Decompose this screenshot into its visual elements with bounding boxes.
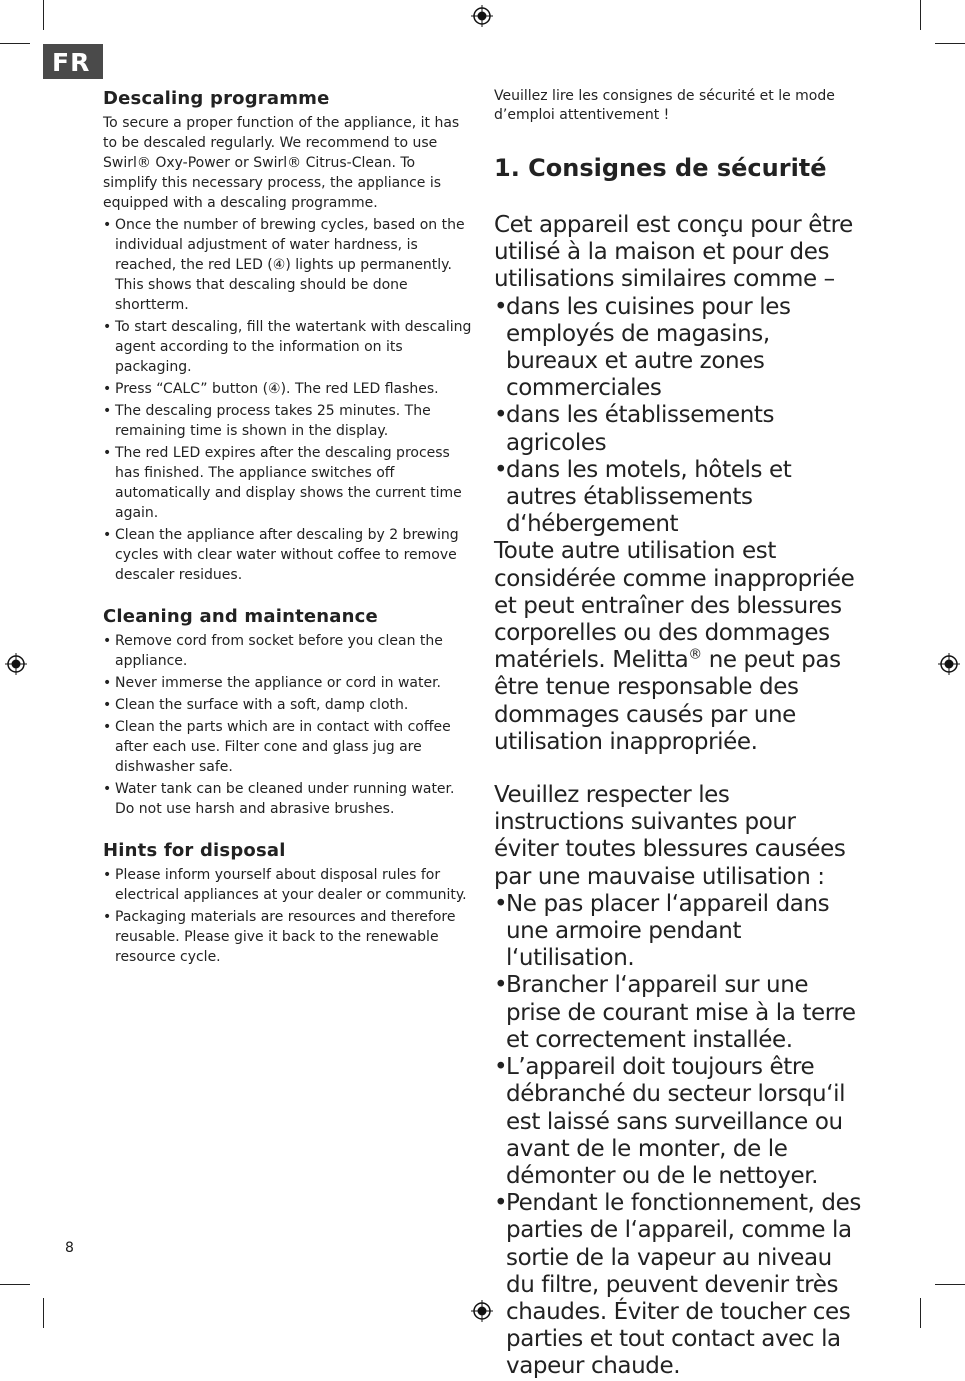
descaling-section — [103, 88, 473, 585]
list-item: • Clean the parts which are in contact with coffee after each use. Filter cone and glass jug are dishwasher safe. — [103, 717, 473, 777]
liability-paragraph — [494, 538, 864, 756]
safety-heading: 1. Consignes de sécurité — [494, 154, 827, 182]
crop-mark — [43, 1298, 44, 1328]
list-item: • Press “CALC” button (④). The red LED flashes. — [103, 379, 473, 399]
list-item: • Packaging materials are resources and therefore reusable. Please give it back to the renewable resource cycle. — [103, 907, 473, 967]
disposal-heading: Hints for disposal — [103, 840, 286, 861]
right-column — [494, 87, 864, 1381]
list-item: • Remove cord from socket before you clean the appliance. — [103, 631, 473, 671]
list-item: • Clean the surface with a soft, damp cloth. — [103, 695, 473, 715]
list-item: • To start descaling, fill the watertank with descaling agent according to the information on its packaging. — [103, 317, 473, 377]
list-item: • Brancher l‘appareil sur une prise de courant mise à la terre et correctement installée. — [494, 972, 864, 1054]
left-column — [103, 88, 473, 988]
crop-mark — [43, 0, 44, 30]
list-item: • The descaling process takes 25 minutes. The remaining time is shown in the display. — [103, 401, 473, 441]
crop-mark — [0, 1284, 30, 1285]
language-badge: FR — [43, 44, 103, 79]
liability-text-a: Toute autre utilisation est considérée comme inappropriée et peut entraîner des blessures corporelles ou des dommages matériels. Melitta — [494, 538, 855, 674]
usage-list — [494, 294, 864, 539]
liability-text-b: ne peut pas être tenue responsable des dommages causés par une utilisation inappropriée. — [494, 647, 841, 755]
instructions-paragraph: Veuillez respecter les instructions suivantes pour éviter toutes blessures causées par une mauvaise utilisation : — [494, 782, 846, 890]
page-number: 8 — [65, 1240, 74, 1256]
crop-mark — [920, 0, 921, 30]
list-item: • Pendant le fonctionnement, des parties de l‘appareil, comme la sortie de la vapeur au niveau du filtre, peuvent devenir très chaudes. Éviter de toucher ces parties et tout contact avec la vapeur chaude. — [494, 1190, 864, 1380]
list-item: • dans les motels, hôtels et autres établissements d‘hébergement — [494, 457, 864, 539]
list-item: • Never immerse the appliance or cord in water. — [103, 673, 473, 693]
registration-mark-icon — [938, 653, 960, 675]
registered-mark: ® — [688, 646, 702, 663]
list-item: • Clean the appliance after descaling by 2 brewing cycles with clear water without coffee to remove descaler residues. — [103, 525, 473, 585]
cleaning-section — [103, 606, 473, 819]
list-item: • Water tank can be cleaned under running water. Do not use harsh and abrasive brushes. — [103, 779, 473, 819]
list-item: • Ne pas placer l‘appareil dans une armoire pendant l‘utilisation. — [494, 891, 864, 973]
crop-mark — [0, 43, 30, 44]
cleaning-heading: Cleaning and maintenance — [103, 606, 378, 627]
descaling-heading: Descaling programme — [103, 88, 330, 109]
descaling-list — [103, 215, 473, 585]
instructions-list — [494, 891, 864, 1381]
crop-mark — [935, 43, 965, 44]
disposal-section — [103, 840, 473, 967]
list-item: • L’appareil doit toujours être débranché du secteur lorsqu‘il est laissé sans surveillance ou avant de le monter, de le démonter ou de le nettoyer. — [494, 1054, 864, 1190]
registration-mark-icon — [471, 5, 493, 27]
safety-intro: Veuillez lire les consignes de sécurité et le mode d’emploi attentivement ! — [494, 88, 835, 123]
cleaning-list — [103, 631, 473, 819]
registration-mark-icon — [471, 1300, 493, 1322]
descaling-intro: To secure a proper function of the appliance, it has to be descaled regularly. We recommend to use Swirl® Oxy-Power or Swirl® Citrus-Clean. To simplify this necessary process, the appliance is equipped with a descaling programme. — [103, 115, 460, 211]
crop-mark — [935, 1284, 965, 1285]
usage-paragraph: Cet appareil est conçu pour être utilisé à la maison et pour des utilisations similaires comme – — [494, 212, 853, 293]
list-item: • Please inform yourself about disposal rules for electrical appliances at your dealer or community. — [103, 865, 473, 905]
crop-mark — [920, 1298, 921, 1328]
list-item: • The red LED expires after the descaling process has finished. The appliance switches off automatically and display shows the current time again. — [103, 443, 473, 523]
list-item: • dans les cuisines pour les employés de magasins, bureaux et autre zones commerciales — [494, 294, 864, 403]
registration-mark-icon — [5, 653, 27, 675]
disposal-list — [103, 865, 473, 967]
list-item: • dans les établissements agricoles — [494, 402, 864, 456]
list-item: • Once the number of brewing cycles, based on the individual adjustment of water hardness, is reached, the red LED (④) lights up permanently. This shows that descaling should be done shortterm. — [103, 215, 473, 315]
